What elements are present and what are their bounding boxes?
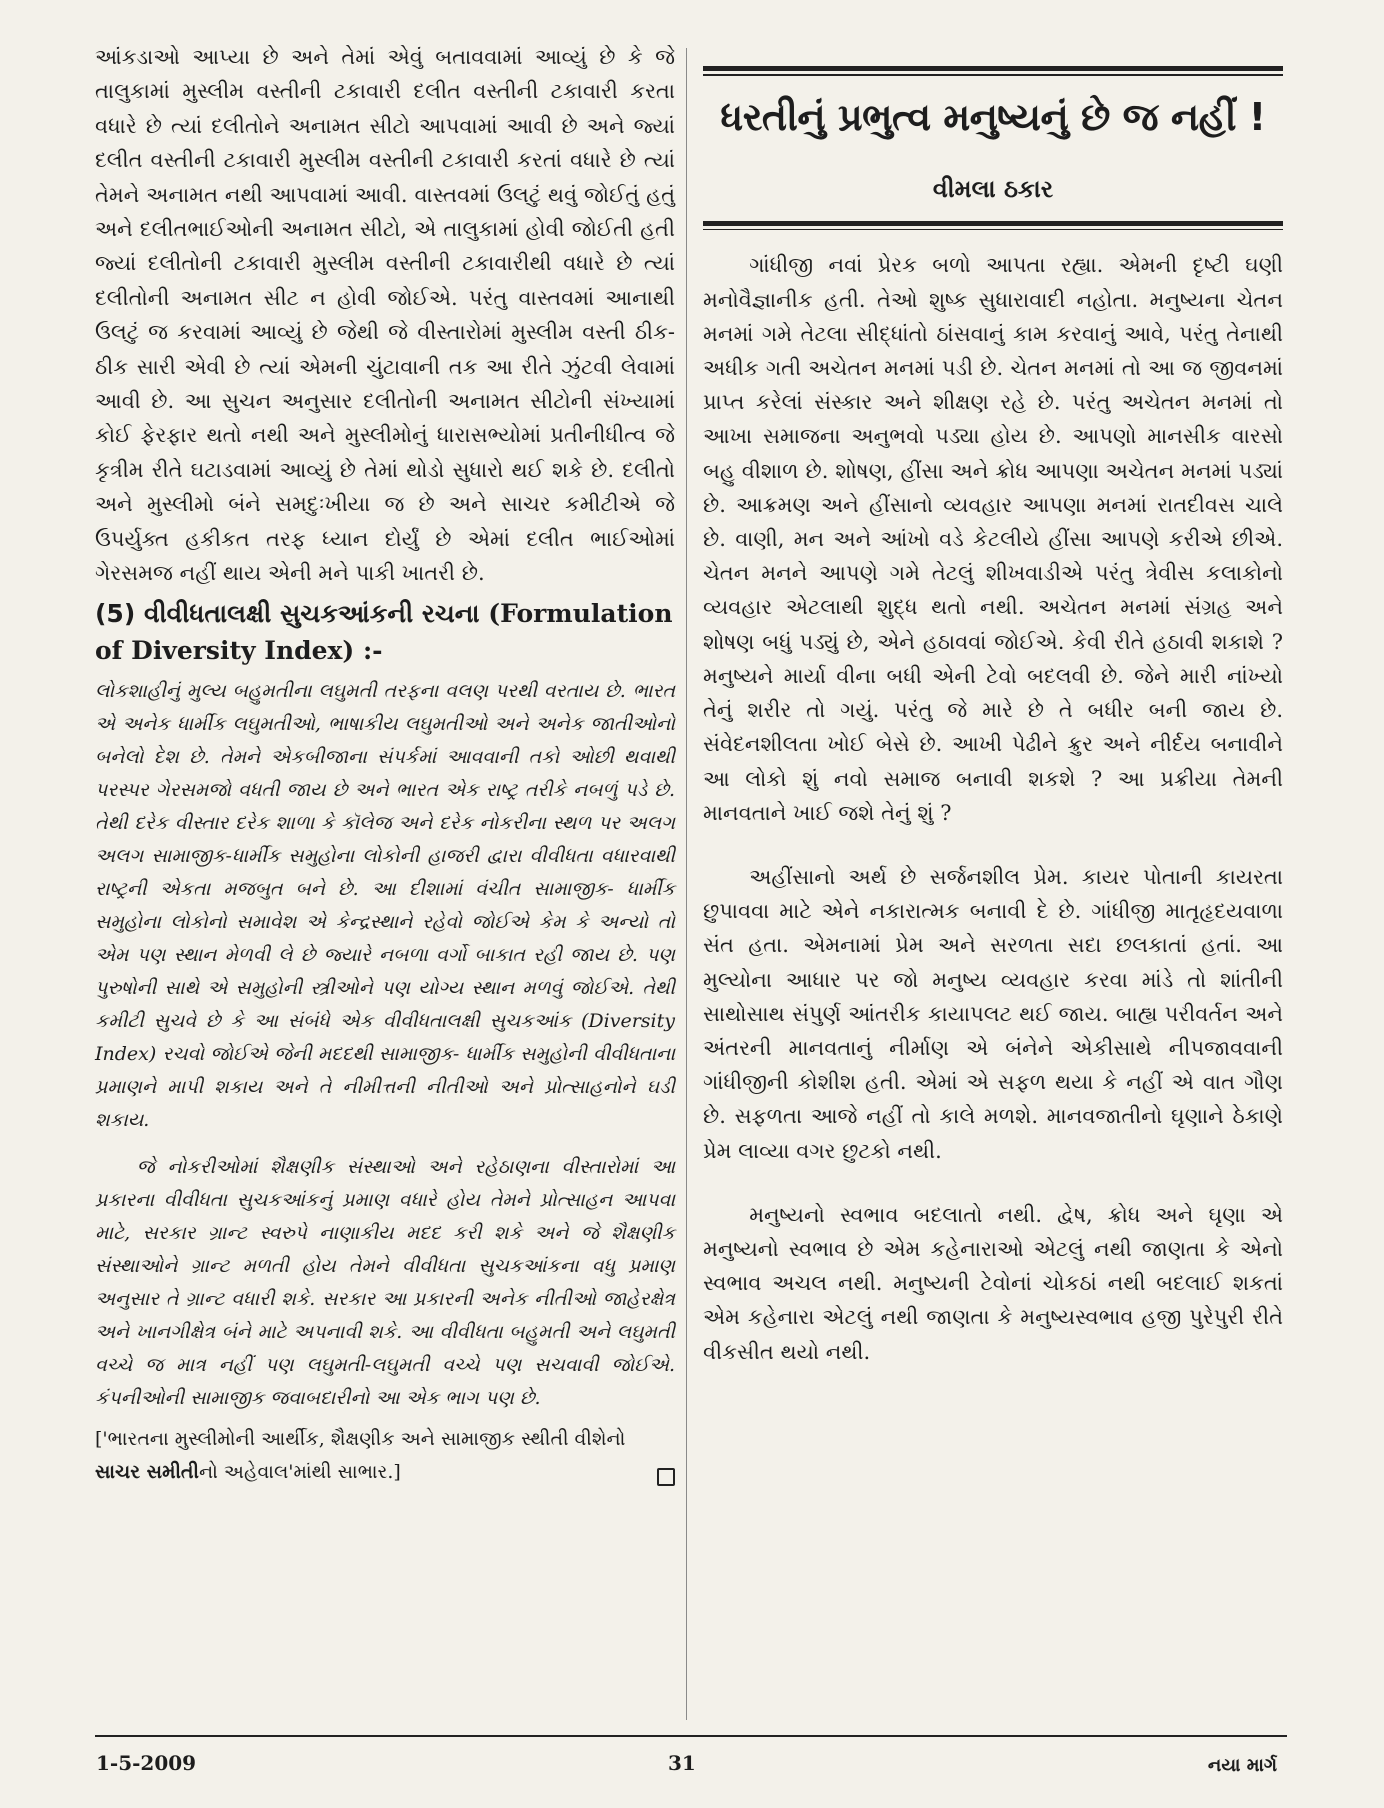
source-credit bbox=[95, 1423, 675, 1489]
subheading-english: (Formulation of Diversity Index) :- bbox=[95, 598, 673, 665]
column-divider bbox=[686, 48, 687, 1720]
article-paragraph-2: અહીંસાનો અર્થ છે સર્જનશીલ પ્રેમ. કાયર પોતાની કાયરતા છુપાવવા માટે એને નકારાત્મક બનાવી દે છે. ગાંધીજી માતૃહૃદયવાળા સંત હતા. એમનામાં પ્રેમ અને સરળતા સદા છલકાતાં હતાં. આ મુલ્યોના આધાર પર જો મનુષ્ય વ્યવહાર કરવા માંડે તો શાંતીની સાથોસાથ સંપુર્ણ આંતરીક કાયાપલટ થઈ જાય. બાહ્ય પરીવર્તન અને અંતરની માનવતાનું નીર્માણ એ બંનેને એકીસાથે નીપજાવવાની ગાંધીજીની કોશીશ હતી. એમાં એ સફળ થયા કે નહીં એ વાત ગૌણ છે. સફળતા આજે નહીં તો કાલે મળશે. માનવજાતીનો ઘૃણાને ઠેકાણે પ્રેમ લાવ્યા વગર છુટકો નથી. bbox=[703, 864, 1283, 1163]
continued-article-paragraph: આંકડાઓ આપ્યા છે અને તેમાં એવું બતાવવામાં આવ્યું છે કે જે તાલુકામાં મુસ્લીમ વસ્તીની ટકાવારી દલીત વસ્તીની ટકાવારી કરતા વધારે છે ત્યાં દલીતોને અનામત સીટો આપવામાં આવી છે અને જ્યાં દલીત વસ્તીની ટકાવારી મુસ્લીમ વસ્તીની ટકાવારી કરતાં વધારે છે ત્યાં તેમને અનામત નથી આપવામાં આવી. વાસ્તવમાં ઉલટું થવું જોઈતું હતું અને દલીતભાઈઓની અનામત સીટો, એ તાલુકામાં હોવી જોઈતી હતી જ્યાં દલીતોની ટકાવારી મુસ્લીમ વસ્તીની ટકાવારીથી વધારે છે ત્યાં દલીતોની અનામત સીટ ન હોવી જોઈએ. પરંતુ વાસ્તવમાં આનાથી ઉલટું જ કરવામાં આવ્યું છે જેથી જે વીસ્તારોમાં મુસ્લીમ વસ્તી ઠીક-ઠીક સારી એવી છે ત્યાં એમની ચુંટાવાની તક આ રીતે ઝુંટવી લેવામાં આવી છે. આ સુચન અનુસાર દલીતોની અનામત સીટોની સંખ્યામાં કોઈ ફેરફાર થતો નથી અને મુસ્લીમોનું ધારાસભ્યોમાં પ્રતીનીધીત્વ જે કૃત્રીમ રીતે ઘટાડવામાં આવ્યું છે તેમાં થોડો સુધારો થઈ શકે છે. દલીતો અને મુસ્લીમો બંને સમદુઃખીયા જ છે અને સાચર કમીટીએ જે ઉપર્યુક્ત હકીકત તરફ ધ્યાન દોર્યું છે એમાં દલીત ભાઈઓમાં ગેરસમજ નહીં થાય એની મને પાકી ખાતરી છે. bbox=[95, 45, 675, 586]
section-subheading bbox=[95, 595, 675, 669]
title-rule-bottom-thin bbox=[703, 229, 1283, 231]
article-author: વીમલા ઠકાર bbox=[932, 174, 1054, 203]
title-rule-bottom-thick bbox=[703, 221, 1283, 226]
footer-rule bbox=[95, 1735, 1287, 1737]
article-title: ધરતીનું પ્રભુત્વ મનુષ્યનું છે જ નહીં ! bbox=[720, 94, 1266, 139]
subheading-gujarati: (5) વીવીધતાલક્ષી સુચકઆંકની રચના bbox=[95, 598, 480, 628]
article-paragraph-3: મનુષ્યનો સ્વભાવ બદલાતો નથી. દ્વેષ, ક્રોધ અને ઘૃણા એ મનુષ્યનો સ્વભાવ છે એમ કહેનારાઓ એટલું નથી જાણતા કે એનો સ્વભાવ અચલ નથી. મનુષ્યની ટેવોનાં ચોકઠાં નથી બદલાઈ શકતાં એમ કહેનારા એટલું નથી જાણતા કે મનુષ્યસ્વભાવ હજી પુરેપુરી રીતે વીકસીત થયો નથી. bbox=[703, 1202, 1283, 1364]
article-paragraph-1: ગાંધીજી નવાં પ્રેરક બળો આપતા રહ્યા. એમની દૃષ્ટી ઘણી મનોવૈજ્ઞાનીક હતી. તેઓ શુષ્ક સુધારાવાદી નહોતા. મનુષ્યના ચેતન મનમાં ગમે તેટલા સીદ્ધાંતો ઠાંસવાનું કામ કરવાનું આવે, પરંતુ તેનાથી અધીક ગતી અચેતન મનમાં પડી છે. ચેતન મનમાં તો આ જ જીવનમાં પ્રાપ્ત કરેલાં સંસ્કાર અને શીક્ષણ રહે છે. પરંતુ અચેતન મનમાં તો આખા સમાજના અનુભવો પડ્યા હોય છે. આપણો માનસીક વારસો બહુ વીશાળ છે. શોષણ, હીંસા અને ક્રોધ આપણા અચેતન મનમાં પડ્યાં છે. આક્રમણ અને હીંસાનો વ્યવહાર આપણા મનમાં રાતદીવસ ચાલે છે. વાણી, મન અને આંખો વડે કેટલીયે હીંસા આપણે કરીએ છીએ. ચેતન મનને આપણે ગમે તેટલું શીખવાડીએ પરંતુ ત્રેવીસ કલાકોનો વ્યવહાર એટલાથી શુદ્ધ થતો નથી. અચેતન મનમાં સંગ્રહ અને શોષણ બધું પડ્યું છે, એને હઠાવવાં જોઈએ. કેવી રીતે હઠાવી શકાશે ? મનુષ્યને માર્યા વીના બધી એની ટેવો બદલવી છે. જેને મારી નાંખ્યો તેનું શરીર તો ગયું. પરંતુ જે મારે છે તે બધીર બની જાય છે. સંવેદનશીલતા ખોઈ બેસે છે. આખી પેઢીને ક્રુર અને નીર્દય બનાવીને આ લોકો શું નવો સમાજ બનાવી શકશે ? આ પ્રક્રીયા તેમની માનવતાને ખાઈ જશે તેનું શું ? bbox=[703, 253, 1283, 825]
footer-date: 1-5-2009 bbox=[96, 1751, 197, 1775]
diversity-index-paragraph-2: જે નોકરીઓમાં શૈક્ષણીક સંસ્થાઓ અને રહેઠાણના વીસ્તારોમાં આ પ્રકારના વીવીધતા સુચકઆંકનું પ્રમાણ વધારે હોય તેમને પ્રોત્સાહન આપવા માટે, સરકાર ગ્રાન્ટ સ્વરુપે નાણાકીય મદદ કરી શકે અને જે શૈક્ષણીક સંસ્થાઓને ગ્રાન્ટ મળતી હોય તેમને વીવીધતા સુચકઆંકના વધુ પ્રમાણ અનુસાર તે ગ્રાન્ટ વધારી શકે. સરકાર આ પ્રકારની અનેક નીતીઓ જાહેરક્ષેત્ર અને ખાનગીક્ષેત્ર બંને માટે અપનાવી શકે. આ વીવીધતા બહુમતી અને લઘુમતી વચ્ચે જ માત્ર નહીં પણ લઘુમતી-લઘુમતી વચ્ચે પણ સચવાવી જોઈએ. કંપનીઓની સામાજીક જવાબદારીનો આ એક ભાગ પણ છે. bbox=[95, 1155, 675, 1409]
source-credit-bold: સાચર સમીતી bbox=[95, 1460, 199, 1483]
right-column bbox=[703, 66, 1283, 1369]
diversity-index-paragraph-1: લોકશાહીનું મુલ્ય બહુમતીના લઘુમતી તરફના વલણ પરથી વરતાય છે. ભારત એ અનેક ધાર્મીક લઘુમતીઓ, ભાષાકીય લઘુમતીઓ અને અનેક જાતીઓનો બનેલો દેશ છે. તેમને એકબીજાના સંપર્કમાં આવવાની તકો ઓછી થવાથી પરસ્પર ગેરસમજો વધતી જાય છે અને ભારત એક રાષ્ટ્ર તરીકે નબળું પડે છે. તેથી દરેક વીસ્તાર દરેક શાળા કે કૉલેજ અને દરેક નોકરીના સ્થળ પર અલગ અલગ સામાજીક-ધાર્મીક સમુહોના લોકોની હાજરી દ્વારા વીવીધતા વધારવાથી રાષ્ટ્રની એકતા મજબુત બને છે. આ દીશામાં વંચીત સામાજીક- ધાર્મીક સમુહોના લોકોનો સમાવેશ એ કેન્દ્રસ્થાને રહેવો જોઈએ કેમ કે અન્યો તો એમ પણ સ્થાન મેળવી લે છે જ્યારે નબળા વર્ગો બાકાત રહી જાય છે. પણ પુરુષોની સાથે એ સમુહોની સ્ત્રીઓને પણ યોગ્ય સ્થાન મળવું જોઈએ. તેથી કમીટી સુચવે છે કે આ સંબંધે એક વીવીધતાલક્ષી સુચકઆંક (Diversity Index) રચવો જોઈએ જેની મદદથી સામાજીક- ધાર્મીક સમુહોની વીવીધતાના પ્રમાણને માપી શકાય અને તે નીમીત્તની નીતીઓ અને પ્રોત્સાહનોને ઘડી શકાય. bbox=[95, 679, 675, 1131]
left-column bbox=[95, 40, 675, 1489]
source-credit-suffix: નો અહેવાલ'માંથી સાભાર.] bbox=[198, 1460, 401, 1483]
magazine-name: નયા માર્ગ bbox=[1207, 1755, 1277, 1776]
title-rule-top-thin bbox=[703, 74, 1283, 76]
page-number: 31 bbox=[668, 1751, 696, 1775]
title-rule-top-thick bbox=[703, 66, 1283, 71]
end-of-article-icon bbox=[657, 1468, 675, 1486]
source-credit-prefix: ['ભારતના મુસ્લીમોની આર્થીક, શૈક્ષણીક અને સામાજીક સ્થીતી વીશેનો bbox=[95, 1427, 626, 1450]
